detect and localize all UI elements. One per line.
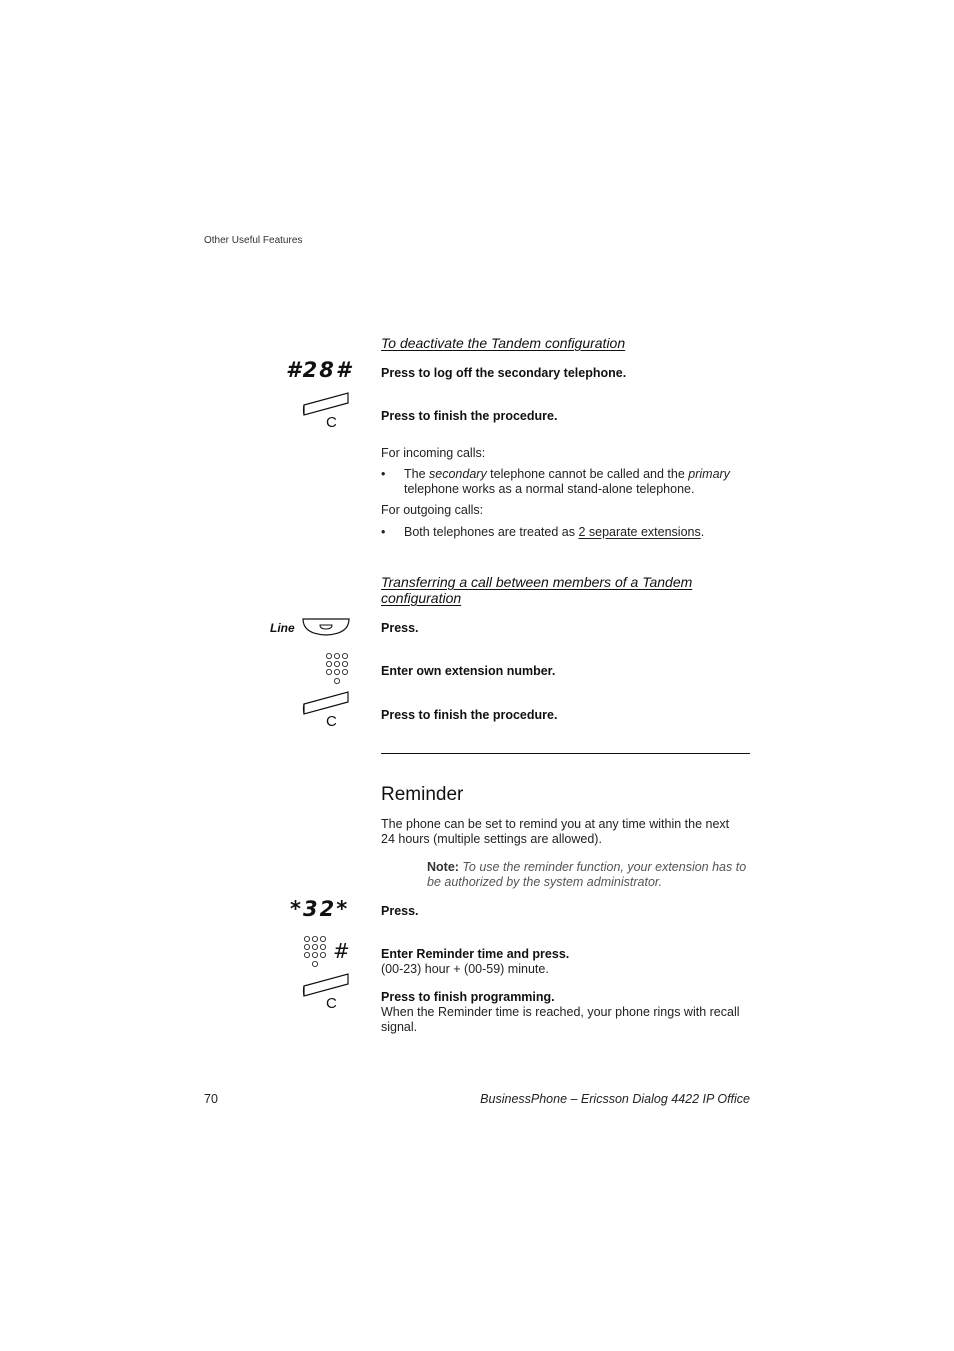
outgoing-label: For outgoing calls: [381,503,484,517]
separate-extensions-link[interactable]: 2 separate extensions [578,525,701,539]
reminder-recall-text: When the Reminder time is reached, your phone rings with recall signal. [381,1005,740,1034]
clear-key-label: C [326,995,337,1012]
tandem-deactivate-title: To deactivate the Tandem configuration [381,335,626,351]
page-number: 70 [204,1092,218,1106]
reminder-press-text: Press. [381,904,419,918]
keypad-icon [303,935,329,971]
hash-key: # [333,939,350,963]
step-log-off-text: Press to log off the secondary telephone. [381,366,627,380]
line-key-icon [302,617,352,639]
document-title: BusinessPhone – Ericsson Dialog 4422 IP Office [480,1092,750,1106]
enter-reminder-time-text: Enter Reminder time and press. [381,947,570,961]
finish-programming-text: Press to finish programming. [381,990,555,1004]
incoming-label: For incoming calls: [381,446,486,460]
step-finish-text: Press to finish the procedure. [381,409,558,423]
code-28-hash: #28# [286,358,353,382]
reminder-intro: The phone can be set to remind you at any time within the next 24 hours (multiple settings are allowed). [381,817,730,846]
reminder-time-format: (00-23) hour + (00-59) minute. [381,962,549,976]
tandem-transfer-title: Transferring a call between members of a Tandem configuration [381,574,693,606]
keypad-icon [325,652,351,688]
reminder-heading: Reminder [381,784,464,805]
section-header: Other Useful Features [204,235,303,246]
clear-key-label: C [326,414,337,431]
line-key-label: Line [270,621,295,635]
transfer-press-text: Press. [381,621,419,635]
reminder-note: Note: To use the reminder function, your extension has to be authorized by the system administrator. [427,860,747,889]
code-32-star: *32* [290,897,350,921]
transfer-finish-text: Press to finish the procedure. [381,708,558,722]
enter-extension-text: Enter own extension number. [381,664,556,678]
clear-key-label: C [326,713,337,730]
section-divider [381,753,750,754]
